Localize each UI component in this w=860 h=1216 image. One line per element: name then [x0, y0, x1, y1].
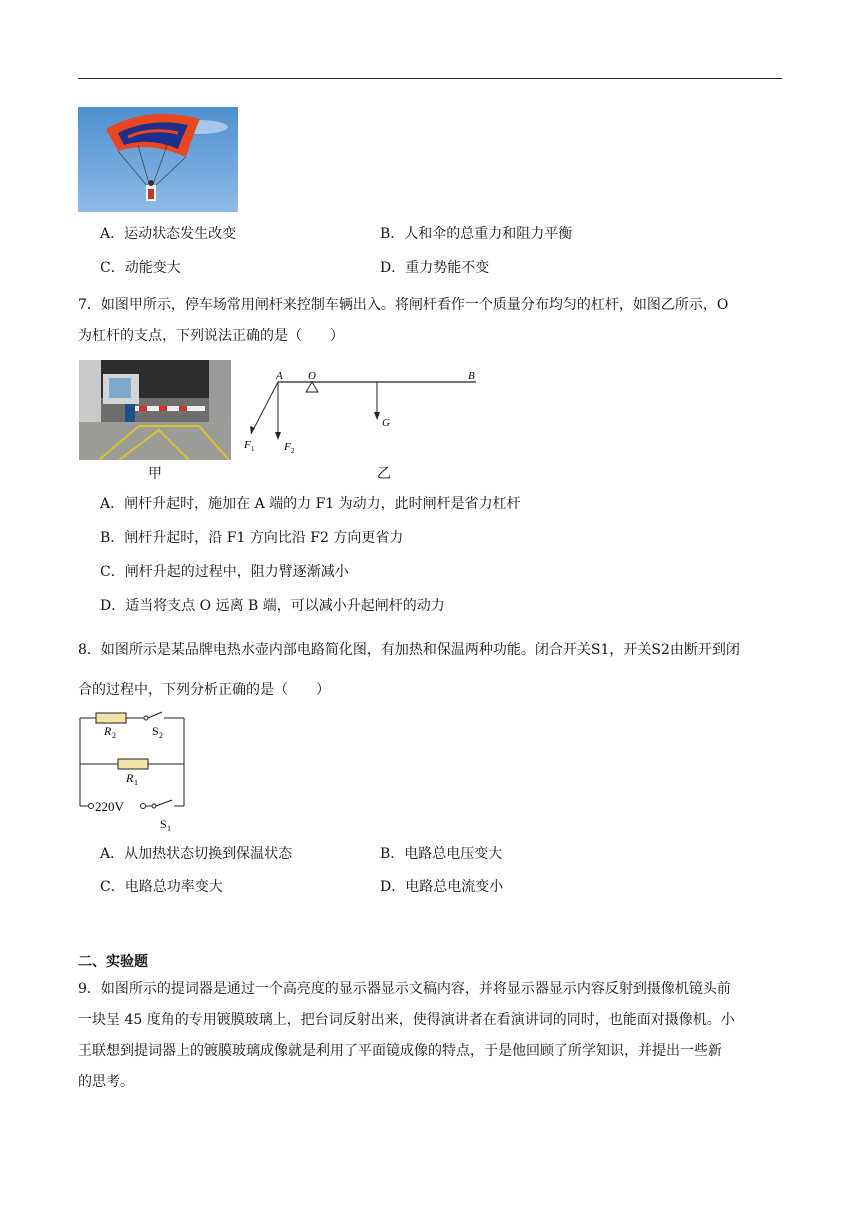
q7-option-b: B．闸杆升起时，沿 F1 方向比沿 F2 方向更省力: [100, 530, 404, 546]
label-f2: F: [284, 441, 291, 453]
q7-option-c: C．闸杆升起的过程中，阻力臂逐渐减小: [100, 564, 349, 580]
force-f1-arrow: [251, 382, 278, 434]
label-f1-sub: 1: [251, 445, 255, 453]
label-s1-sub: 1: [167, 824, 171, 833]
fulcrum-icon: [306, 382, 318, 392]
q8-stem: [78, 630, 782, 710]
q8-option-a: A．从加热状态切换到保温状态: [100, 846, 293, 862]
label-o: O: [308, 370, 316, 382]
q9-stem: [78, 974, 782, 1098]
label-r1-sub: 1: [134, 778, 138, 787]
q9-line1: 9．如图所示的提词器是通过一个高亮度的显示器显示文稿内容，并将显示器显示内容反射到摄像机镜头前: [78, 981, 731, 997]
resistor-r1: [118, 759, 148, 769]
label-s2-sub: 2: [159, 731, 163, 740]
header-rule: [78, 78, 782, 79]
label-r2: R: [104, 724, 112, 738]
circuit-diagram: [78, 708, 198, 834]
q8-stem-line2: 合的过程中，下列分析正确的是（ ）: [78, 682, 330, 698]
switch-s2: [148, 712, 162, 718]
resistor-r2: [96, 713, 126, 723]
parachute-photo: [78, 107, 238, 212]
q9-line2: 一块呈 45 度角的专用镀膜玻璃上，把台词反射出来，使得演讲者在看演讲词的同时，也能面对摄像机。小: [78, 1012, 735, 1028]
q9-line4: 的思考。: [78, 1074, 134, 1090]
label-f2-sub: 2: [291, 447, 295, 455]
q8-option-c: C．电路总功率变大: [100, 879, 223, 895]
q6-option-d: D．重力势能不变: [380, 260, 490, 276]
q7-stem-line2: 为杠杆的支点，下列说法正确的是（ ）: [78, 328, 344, 344]
q8-option-b: B．电路总电压变大: [380, 846, 503, 862]
q7-option-a: A．闸杆升起时，施加在 A 端的力 F1 为动力，此时闸杆是省力杠杆: [100, 496, 521, 512]
figure-caption-yi: 乙: [377, 466, 391, 482]
label-voltage: 220V: [95, 799, 124, 814]
q9-line3: 王联想到提词器上的镀膜玻璃成像就是利用了平面镜成像的特点，于是他回顾了所学知识，并提出一些新: [78, 1043, 722, 1059]
label-f1: F: [244, 439, 251, 451]
q7-option-d: D．适当将支点 O 远离 B 端，可以减小升起闸杆的动力: [100, 598, 445, 614]
q7-stem-line1: 7．如图甲所示，停车场常用闸杆来控制车辆出入。将闸杆看作一个质量分布均匀的杠杆，如图乙所示，O: [78, 297, 729, 313]
gate-photo: [79, 360, 231, 460]
lever-diagram: [240, 364, 490, 484]
section-title: 二、实验题: [78, 954, 148, 970]
figure-caption-jia: 甲: [148, 466, 162, 482]
switch-s1: [156, 800, 172, 806]
q6-option-c: C．动能变大: [100, 260, 181, 276]
label-s1: S: [160, 817, 167, 831]
label-s2: S: [152, 724, 159, 738]
label-b: B: [468, 370, 475, 382]
label-r1: R: [126, 771, 134, 785]
label-g: G: [382, 417, 390, 429]
label-r2-sub: 2: [112, 731, 116, 740]
q8-stem-line1: 8．如图所示是某品牌电热水壶内部电路简化图，有加热和保温两种功能。闭合开关S1，开关S2由断开到闭: [78, 642, 740, 658]
q8-option-d: D．电路总电流变小: [380, 879, 504, 895]
q7-stem: [78, 290, 782, 352]
label-a: A: [276, 370, 283, 382]
q6-option-a: A．运动状态发生改变: [100, 226, 237, 242]
q6-option-b: B．人和伞的总重力和阻力平衡: [380, 226, 573, 242]
